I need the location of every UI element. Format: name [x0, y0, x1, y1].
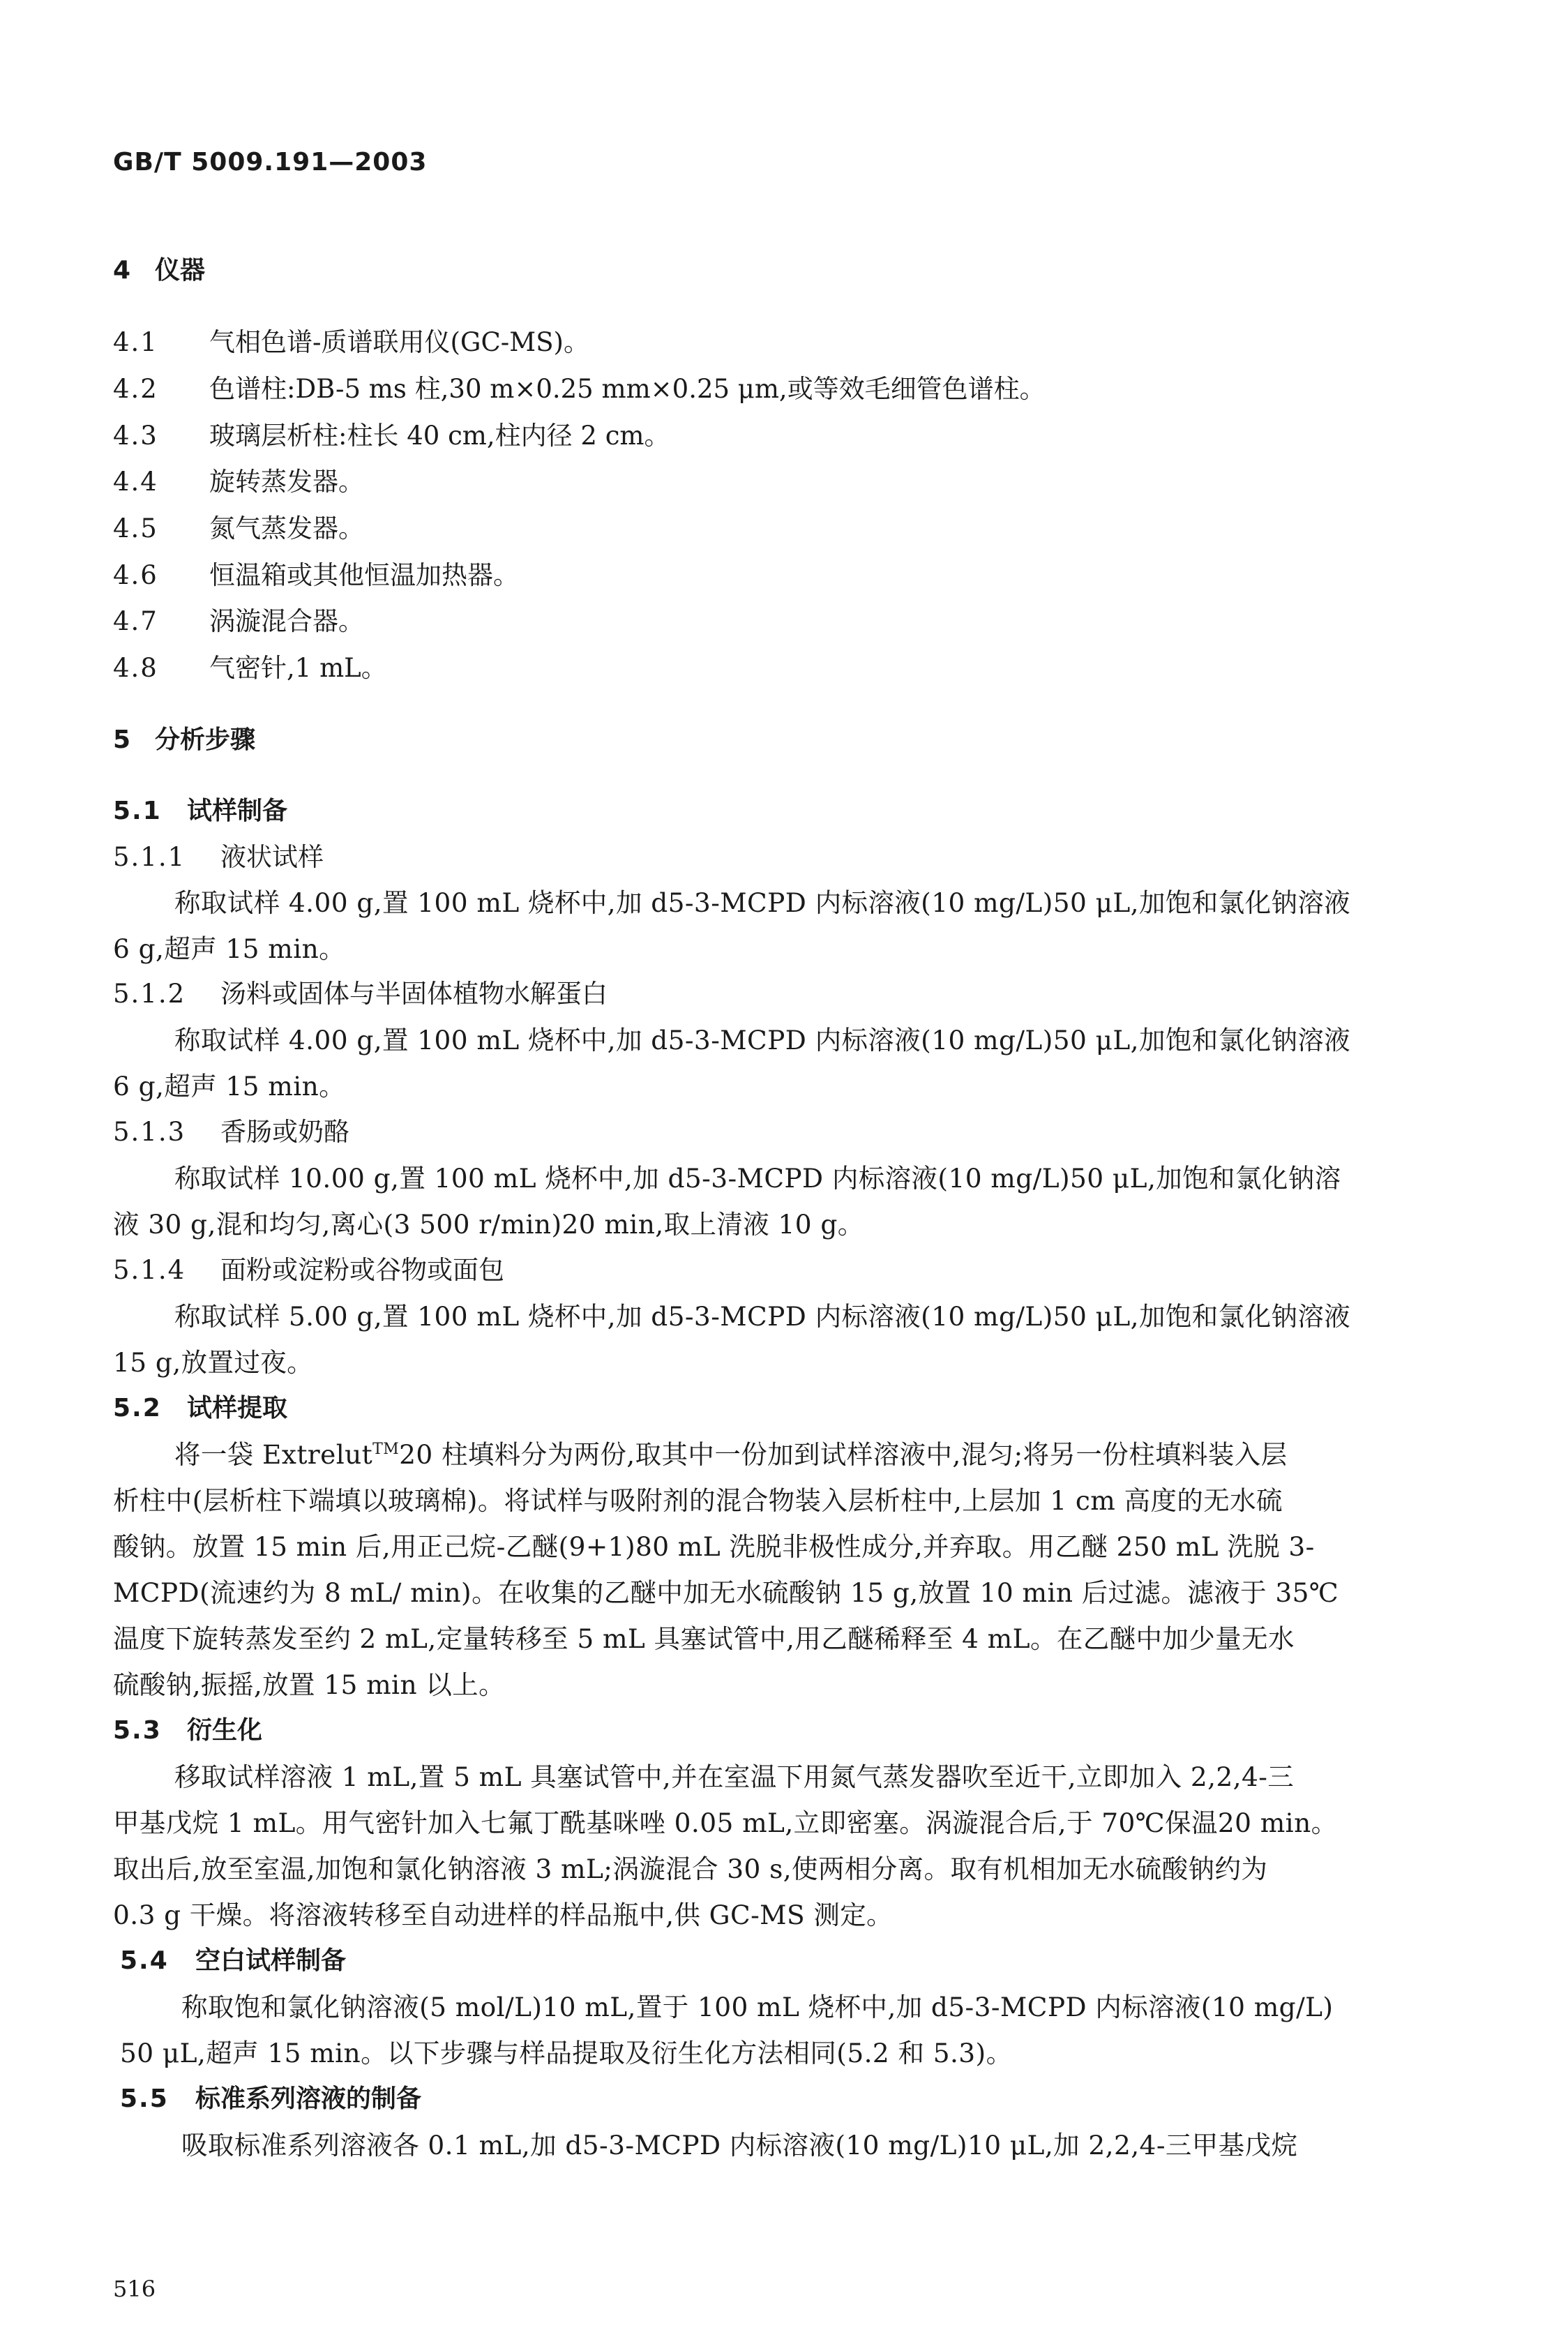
section-5-2-line-1-post: 20 柱填料分为两份,取其中一份加到试样溶液中,混匀;将另一份柱填料装入层 — [399, 1439, 1288, 1470]
section-5-1-title: 试样制备 — [187, 797, 288, 825]
section-5-1-1-line-1: 称取试样 4.00 g,置 100 mL 烧杯中,加 d5-3-MCPD 内标溶液(10 mg/L)50 μL,加饱和氯化钠溶液 — [174, 887, 1351, 918]
section-5-4-line-1: 称取饱和氯化钠溶液(5 mol/L)10 mL,置于 100 mL 烧杯中,加 d5-3-MCPD 内标溶液(10 mg/L) — [181, 1992, 1334, 2022]
item-4-3-text: 玻璃层析柱:柱长 40 cm,柱内径 2 cm。 — [209, 421, 670, 451]
section-5-1-3-line-1: 称取试样 10.00 g,置 100 mL 烧杯中,加 d5-3-MCPD 内标溶液(10 mg/L)50 μL,加饱和氯化钠溶 — [174, 1163, 1341, 1194]
item-4-4-number: 4.4 — [113, 467, 158, 497]
section-4-title: 仪器 — [155, 256, 206, 285]
section-5-3-line-4: 0.3 g 干燥。将溶液转移至自动进样的样品瓶中,供 GC-MS 测定。 — [113, 1900, 894, 1930]
trademark-superscript: TM — [372, 1441, 400, 1458]
item-4-8-text: 气密针,1 mL。 — [209, 653, 387, 683]
item-4-5-number: 4.5 — [113, 513, 158, 543]
section-5-4-title: 空白试样制备 — [195, 1946, 347, 1975]
section-5-2-line-4: MCPD(流速约为 8 mL/ min)。在收集的乙醚中加无水硫酸钠 15 g,放置 10 min 后过滤。滤液于 35℃ — [113, 1577, 1339, 1608]
section-5-2-line-2: 析柱中(层析柱下端填以玻璃棉)。将试样与吸附剂的混合物装入层析柱中,上层加 1 cm 高度的无水硫 — [113, 1485, 1283, 1516]
page-number: 516 — [113, 2276, 156, 2302]
item-4-4-text: 旋转蒸发器。 — [209, 467, 364, 497]
section-5-5-title: 标准系列溶液的制备 — [195, 2084, 422, 2113]
section-5-1-4-line-1: 称取试样 5.00 g,置 100 mL 烧杯中,加 d5-3-MCPD 内标溶液(10 mg/L)50 μL,加饱和氯化钠溶液 — [174, 1301, 1351, 1332]
item-4-7-text: 涡漩混合器。 — [209, 606, 364, 636]
section-5-2-title: 试样提取 — [187, 1394, 288, 1422]
section-5-1-4-number: 5.1.4 — [113, 1255, 186, 1285]
section-5-3-number: 5.3 — [113, 1716, 162, 1745]
section-5-2-line-1 — [174, 1437, 1288, 1472]
section-5-3-line-3: 取出后,放至室温,加饱和氯化钠溶液 3 mL;涡漩混合 30 s,使两相分离。取有机相加无水硫酸钠约为 — [113, 1854, 1268, 1884]
section-5-2-line-5: 温度下旋转蒸发至约 2 mL,定量转移至 5 mL 具塞试管中,用乙醚稀释至 4 mL。在乙醚中加少量无水 — [113, 1623, 1295, 1654]
section-5-1-3-line-2: 液 30 g,混和均匀,离心(3 500 r/min)20 min,取上清液 10 g。 — [113, 1209, 864, 1240]
section-5-2-number: 5.2 — [113, 1394, 162, 1422]
section-5-1-4-title: 面粉或淀粉或谷物或面包 — [220, 1255, 504, 1285]
item-4-6-text: 恒温箱或其他恒温加热器。 — [209, 560, 519, 590]
item-4-1-number: 4.1 — [113, 327, 158, 357]
standard-code: GB/T 5009.191—2003 — [113, 148, 428, 176]
section-5-1-number: 5.1 — [113, 797, 162, 825]
item-4-7-number: 4.7 — [113, 606, 158, 636]
item-4-1-text: 气相色谱-质谱联用仪(GC-MS)。 — [209, 327, 589, 357]
item-4-6-number: 4.6 — [113, 560, 158, 590]
section-5-4-line-2: 50 μL,超声 15 min。以下步骤与样品提取及衍生化方法相同(5.2 和 5.3)。 — [120, 2038, 1013, 2068]
section-5-1-2-title: 汤料或固体与半固体植物水解蛋白 — [220, 979, 608, 1009]
item-4-2-text: 色谱柱:DB-5 ms 柱,30 m×0.25 mm×0.25 μm,或等效毛细管色谱柱。 — [209, 374, 1046, 404]
section-5-1-4-line-2: 15 g,放置过夜。 — [113, 1347, 314, 1378]
section-5-4-number: 5.4 — [120, 1946, 169, 1975]
item-4-3-number: 4.3 — [113, 421, 158, 451]
item-4-5-text: 氮气蒸发器。 — [209, 513, 364, 543]
section-5-number: 5 — [113, 726, 133, 754]
section-5-3-title: 衍生化 — [187, 1716, 263, 1745]
item-4-2-number: 4.2 — [113, 374, 158, 404]
section-5-2-line-1-pre: 将一袋 Extrelut — [174, 1439, 373, 1470]
section-5-3-line-1: 移取试样溶液 1 mL,置 5 mL 具塞试管中,并在室温下用氮气蒸发器吹至近干,立即加入 2,2,4-三 — [174, 1761, 1295, 1792]
section-5-1-1-title: 液状试样 — [220, 842, 324, 872]
section-5-1-2-line-1: 称取试样 4.00 g,置 100 mL 烧杯中,加 d5-3-MCPD 内标溶液(10 mg/L)50 μL,加饱和氯化钠溶液 — [174, 1025, 1351, 1055]
section-5-3-line-2: 甲基戊烷 1 mL。用气密针加入七氟丁酰基咪唑 0.05 mL,立即密塞。涡漩混合后,于 70℃保温20 min。 — [113, 1808, 1338, 1838]
section-5-5-number: 5.5 — [120, 2084, 169, 2113]
section-5-2-line-3: 酸钠。放置 15 min 后,用正己烷-乙醚(9+1)80 mL 洗脱非极性成分,并弃取。用乙醚 250 mL 洗脱 3- — [113, 1531, 1315, 1562]
section-5-1-2-number: 5.1.2 — [113, 979, 186, 1009]
section-5-5-line-1: 吸取标准系列溶液各 0.1 mL,加 d5-3-MCPD 内标溶液(10 mg/L)10 μL,加 2,2,4-三甲基戊烷 — [181, 2130, 1298, 2161]
section-5-1-1-line-2: 6 g,超声 15 min。 — [113, 933, 346, 964]
section-5-1-3-number: 5.1.3 — [113, 1117, 186, 1147]
section-4-number: 4 — [113, 256, 133, 285]
section-5-1-1-number: 5.1.1 — [113, 842, 186, 872]
item-4-8-number: 4.8 — [113, 653, 158, 683]
section-5-title: 分析步骤 — [155, 726, 256, 754]
section-5-1-3-title: 香肠或奶酪 — [220, 1117, 349, 1147]
section-5-2-line-6: 硫酸钠,振摇,放置 15 min 以上。 — [113, 1669, 506, 1700]
section-5-1-2-line-2: 6 g,超声 15 min。 — [113, 1071, 346, 1102]
